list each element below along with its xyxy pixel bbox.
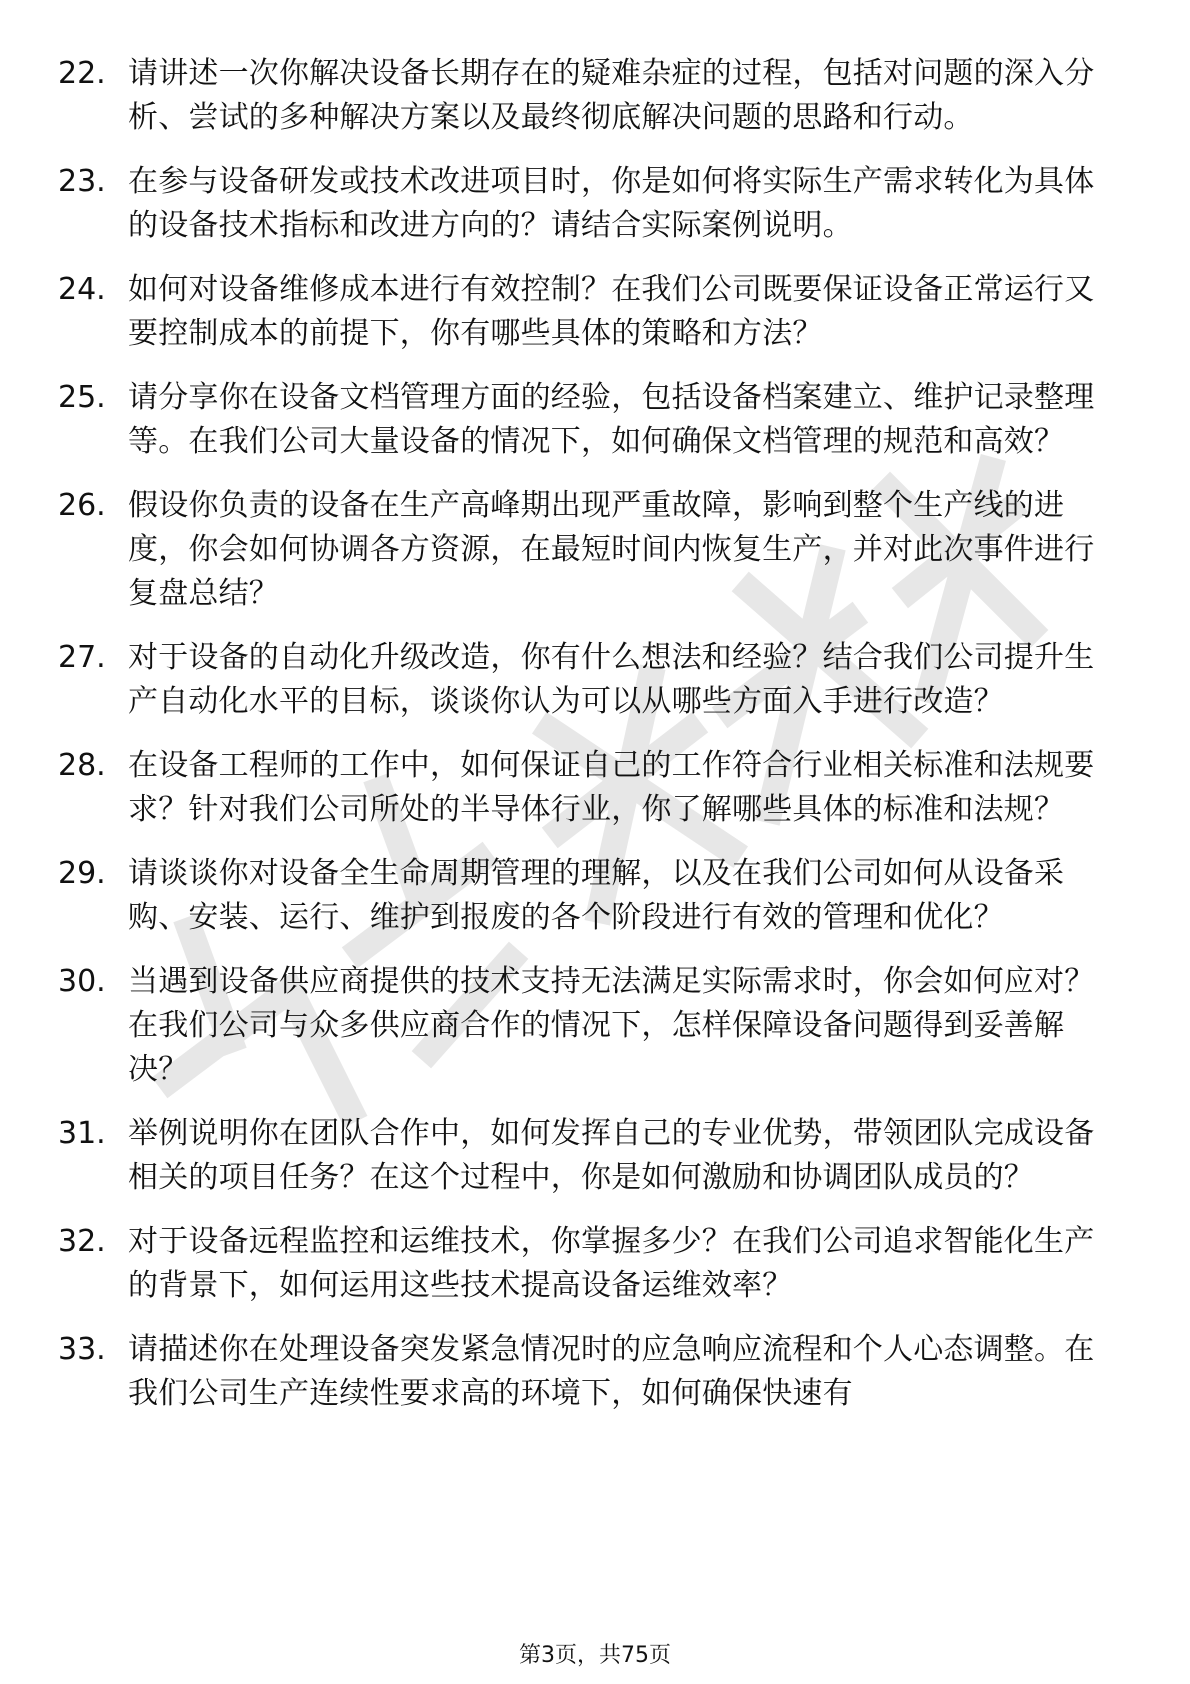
question-item-23	[58, 160, 1103, 248]
question-number: 27.	[58, 640, 106, 675]
question-number: 30.	[58, 964, 106, 999]
question-text: 对于设备的自动化升级改造，你有什么想法和经验？结合我们公司提升生产自动化水平的目标，谈谈你认为可以从哪些方面入手进行改造？	[128, 640, 1095, 719]
question-item-32	[58, 1220, 1103, 1308]
question-item-25	[58, 376, 1103, 464]
question-text: 对于设备远程监控和运维技术，你掌握多少？在我们公司追求智能化生产的背景下，如何运用这些技术提高设备运维效率？	[128, 1224, 1095, 1303]
question-number: 32.	[58, 1224, 106, 1259]
question-item-29	[58, 852, 1103, 940]
question-text: 如何对设备维修成本进行有效控制？在我们公司既要保证设备正常运行又要控制成本的前提下，你有哪些具体的策略和方法？	[128, 272, 1095, 351]
question-text: 请分享你在设备文档管理方面的经验，包括设备档案建立、维护记录整理等。在我们公司大量设备的情况下，如何确保文档管理的规范和高效？	[128, 380, 1095, 459]
page-footer: 第3页，共75页	[519, 1643, 671, 1668]
question-item-33	[58, 1328, 1103, 1416]
question-number: 26.	[58, 488, 106, 523]
question-number: 33.	[58, 1332, 106, 1367]
question-number: 23.	[58, 164, 106, 199]
question-text: 假设你负责的设备在生产高峰期出现严重故障，影响到整个生产线的进度，你会如何协调各方资源，在最短时间内恢复生产，并对此次事件进行复盘总结？	[128, 488, 1095, 611]
question-text: 请谈谈你对设备全生命周期管理的理解，以及在我们公司如何从设备采购、安装、运行、维护到报废的各个阶段进行有效的管理和优化？	[128, 856, 1065, 935]
question-number: 31.	[58, 1116, 106, 1151]
question-list	[58, 52, 1103, 1436]
question-item-30	[58, 960, 1103, 1092]
question-number: 24.	[58, 272, 106, 307]
question-item-22	[58, 52, 1103, 140]
question-number: 22.	[58, 56, 106, 91]
question-item-24	[58, 268, 1103, 356]
question-text: 在参与设备研发或技术改进项目时，你是如何将实际生产需求转化为具体的设备技术指标和改进方向的？请结合实际案例说明。	[128, 164, 1095, 243]
question-item-31	[58, 1112, 1103, 1200]
question-text: 在设备工程师的工作中，如何保证自己的工作符合行业相关标准和法规要求？针对我们公司所处的半导体行业，你了解哪些具体的标准和法规？	[128, 748, 1095, 827]
question-text: 请描述你在处理设备突发紧急情况时的应急响应流程和个人心态调整。在我们公司生产连续性要求高的环境下，如何确保快速有	[128, 1332, 1095, 1411]
question-item-28	[58, 744, 1103, 832]
question-text: 举例说明你在团队合作中，如何发挥自己的专业优势，带领团队完成设备相关的项目任务？在这个过程中，你是如何激励和协调团队成员的？	[128, 1116, 1095, 1195]
question-item-26	[58, 484, 1103, 616]
question-number: 25.	[58, 380, 106, 415]
question-number: 28.	[58, 748, 106, 783]
question-text: 当遇到设备供应商提供的技术支持无法满足实际需求时，你会如何应对？在我们公司与众多供应商合作的情况下，怎样保障设备问题得到妥善解决？	[128, 964, 1095, 1087]
question-item-27	[58, 636, 1103, 724]
question-text: 请讲述一次你解决设备长期存在的疑难杂症的过程，包括对问题的深入分析、尝试的多种解决方案以及最终彻底解决问题的思路和行动。	[128, 56, 1095, 135]
question-number: 29.	[58, 856, 106, 891]
